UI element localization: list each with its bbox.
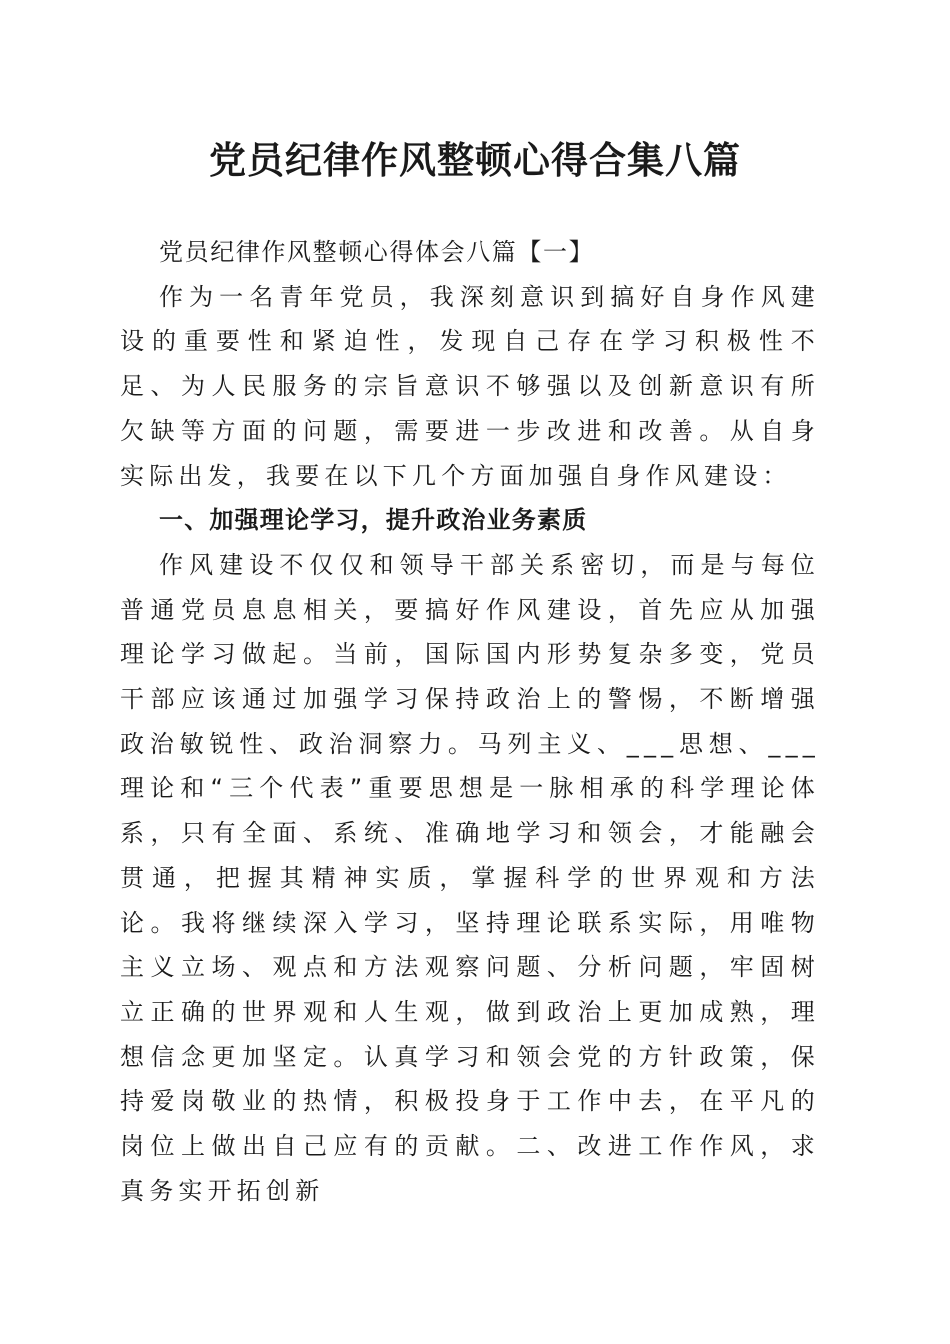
document-body <box>120 230 820 1213</box>
document-subtitle: 党员纪律作风整顿心得体会八篇【一】 <box>159 238 595 266</box>
section-1-heading: 一、加强理论学习，提升政治业务素质 <box>159 506 588 535</box>
section-1-paragraph: 作风建设不仅仅和领导干部关系密切，而是与每位普通党员息息相关，要搞好作风建设，首先应从加强理论学习做起。当前，国际国内形势复杂多变，党员干部应该通过加强学习保持政治上的警惕，不断增强政治敏锐性、政治洞察力。马列主义、___思想、___理论和“三个代表”重要思想是一脉相承的科学理论体系，只有全面、系统、准确地学习和领会，才能融会贯通，把握其精神实质，掌握科学的世界观和方法论。我将继续深入学习，坚持理论联系实际，用唯物主义立场、观点和方法观察问题、分析问题，牢固树立正确的世界观和人生观，做到政治上更加成熟，理想信念更加坚定。认真学习和领会党的方针政策，保持爱岗敬业的热情，积极投身于工作中去，在平凡的岗位上做出自己应有的贡献。二、改进工作作风，求真务实开拓创新 <box>120 550 820 1205</box>
document-title: 党员纪律作风整顿心得合集八篇 <box>209 138 741 182</box>
intro-paragraph: 作为一名青年党员，我深刻意识到搞好自身作风建设的重要性和紧迫性，发现自己存在学习积极性不足、为人民服务的宗旨意识不够强以及创新意识有所欠缺等方面的问题，需要进一步改进和改善。从自身实际出发，我要在以下几个方面加强自身作风建设： <box>120 282 820 490</box>
